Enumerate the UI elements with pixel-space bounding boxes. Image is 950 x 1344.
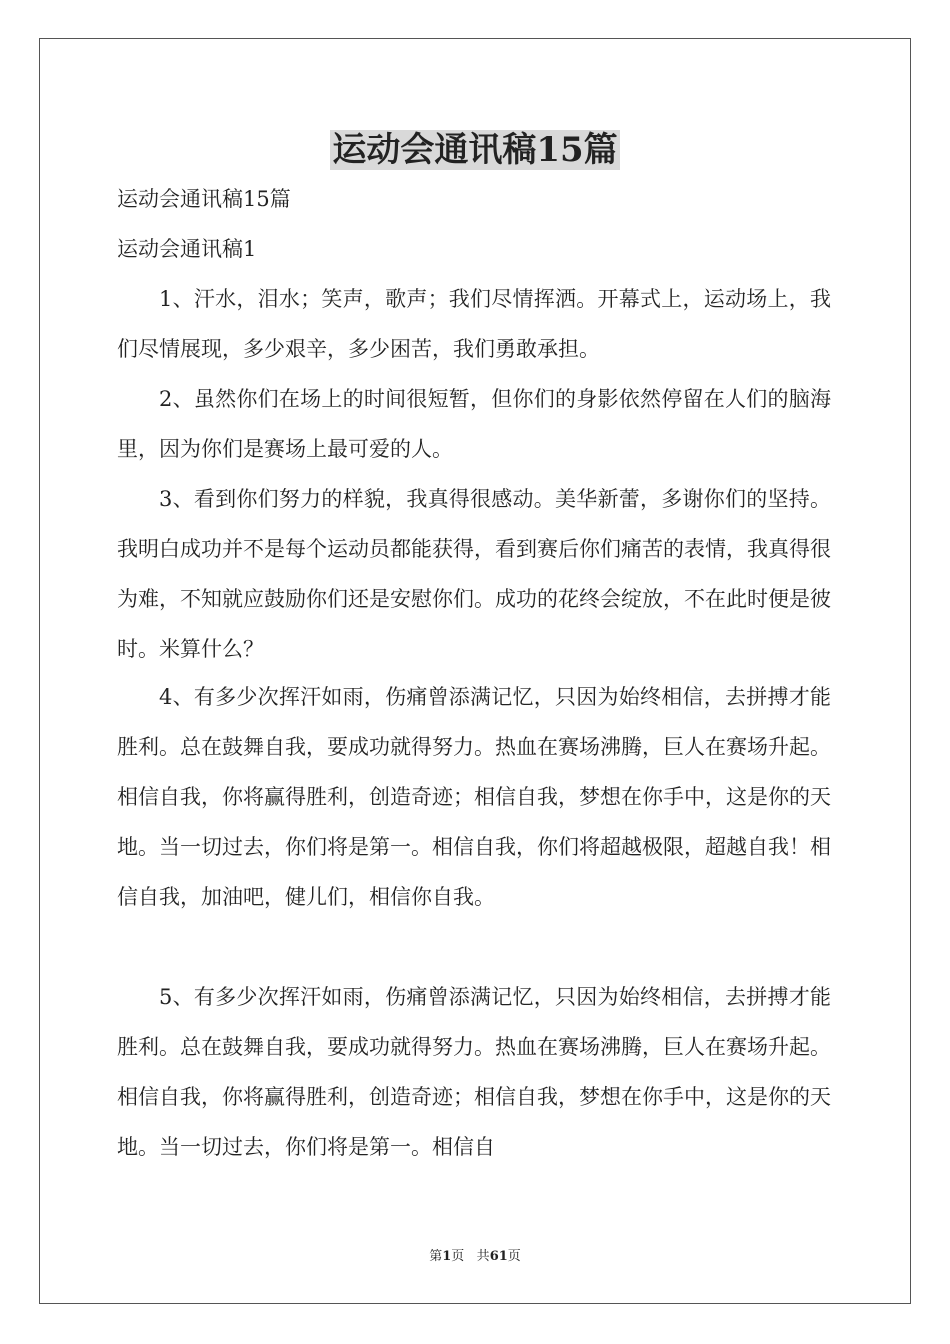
- footer-total-suffix: 页: [507, 1249, 521, 1264]
- subtitle-line: 运动会通讯稿15篇: [117, 187, 291, 211]
- paragraph-5: 5、有多少次挥汗如雨，伤痛曾添满记忆，只因为始终相信，去拼搏才能胜利。总在鼓舞自我，要成功就得努力。热血在赛场沸腾，巨人在赛场升起。相信自我，你将赢得胜利，创造奇迹；相信自我，梦想在你手中，这是你的天地。当一切过去，你们将是第一。相信自: [117, 985, 831, 1159]
- paragraph-4: 4、有多少次挥汗如雨，伤痛曾添满记忆，只因为始终相信，去拼搏才能胜利。总在鼓舞自我，要成功就得努力。热血在赛场沸腾，巨人在赛场升起。相信自我，你将赢得胜利，创造奇迹；相信自我，梦想在你手中，这是你的天地。当一切过去，你们将是第一。相信自我，你们将超越极限，超越自我！相信自我，加油吧，健儿们，相信你自我。: [117, 685, 831, 909]
- paragraph-2: 2、虽然你们在场上的时间很短暂，但你们的身影依然停留在人们的脑海里，因为你们是赛场上最可爱的人。: [117, 387, 831, 461]
- paragraph-3: 3、看到你们努力的样貌，我真得很感动。美华新蕾，多谢你们的坚持。我明白成功并不是每个运动员都能获得，看到赛后你们痛苦的表情，我真得很为难，不知就应鼓励你们还是安慰你们。成功的花终会绽放，不在此时便是彼时。米算什么？: [117, 487, 831, 661]
- footer-page-suffix: 页: [451, 1249, 465, 1264]
- paragraph-1: 1、汗水，泪水；笑声，歌声；我们尽情挥洒。开幕式上，运动场上，我们尽情展现，多少艰辛，多少困苦，我们勇敢承担。: [117, 287, 831, 361]
- footer-total-pages: 61: [489, 1249, 508, 1264]
- document-title: [0, 128, 950, 172]
- footer-page-prefix: 第: [429, 1249, 443, 1264]
- section-heading: 运动会通讯稿1: [117, 237, 257, 261]
- footer-page-number: 1: [442, 1249, 452, 1264]
- page-footer: [0, 1248, 950, 1266]
- document-title-text: 运动会通讯稿15篇: [332, 130, 618, 170]
- footer-total-prefix: 共: [476, 1249, 490, 1264]
